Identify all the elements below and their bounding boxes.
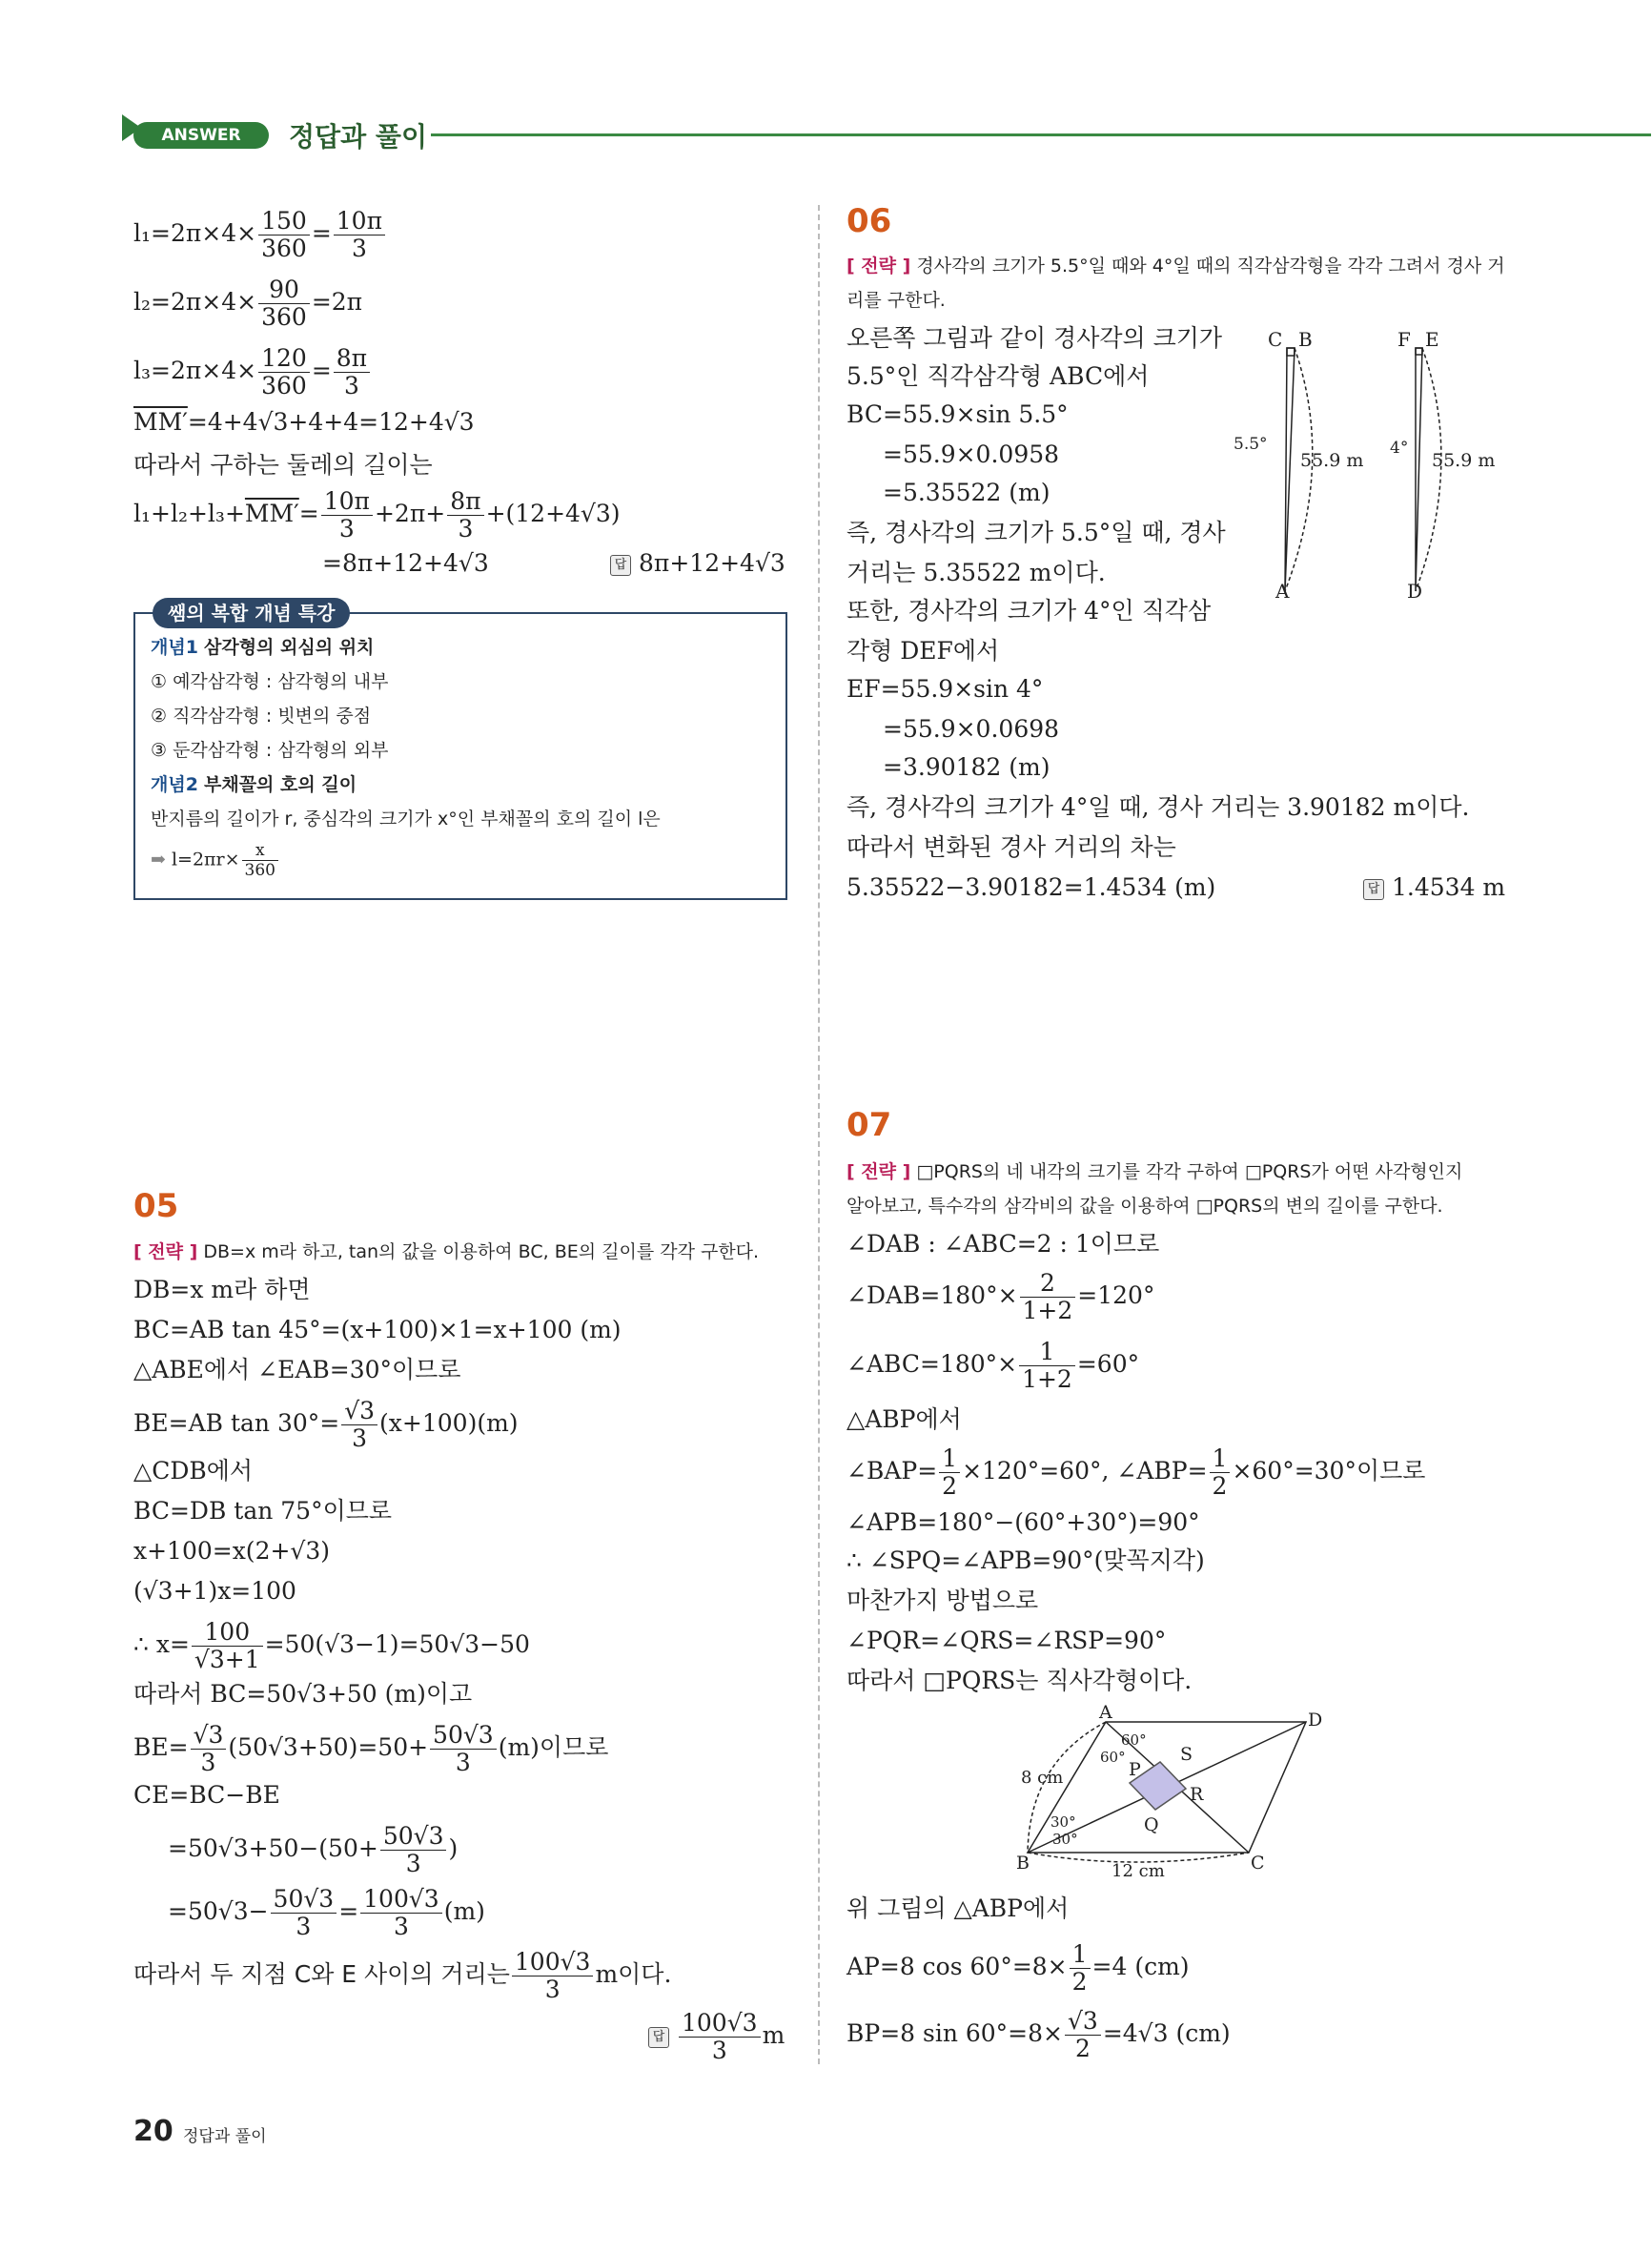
- s06-t5: =5.35522 (m): [883, 479, 1050, 506]
- label-b: B: [1298, 328, 1313, 351]
- s06-t1: 오른쪽 그림과 같이 경사각의 크기가: [846, 324, 1223, 352]
- label-q: Q: [1144, 1814, 1159, 1835]
- s06-t6: 즉, 경사각의 크기가 5.5°일 때, 경사: [846, 519, 1226, 546]
- page-number: 20: [133, 2115, 173, 2148]
- section-07-strategy2: 알아보고, 특수각의 삼각비의 값을 이용하여 □PQRS의 변의 길이를 구한다.: [846, 1196, 1443, 1217]
- section-07-number: 07: [846, 1106, 892, 1144]
- s06-t2: 5.5°인 직각삼각형 ABC에서: [846, 362, 1150, 390]
- angle-label-1: 5.5°: [1234, 435, 1268, 454]
- s05-line3: △ABE에서 ∠EAB=30°이므로: [133, 1356, 461, 1383]
- footer-label: 정답과 풀이: [183, 2127, 267, 2146]
- s05-line7: x+100=x(2+√3): [133, 1537, 331, 1565]
- arrow-right-icon: ➡: [151, 849, 166, 870]
- angle-60-lower: 60°: [1100, 1749, 1126, 1766]
- eq-sum: l₁+l₂+l₃+MM′= $\frac{10\pi}{3}$ +2π+ $\frac{8\pi}{3}$ +(12+4√3): [133, 487, 621, 543]
- s05-line8: (√3+1)x=100: [133, 1577, 296, 1605]
- s05-line6: BC=DB tan 75°이므로: [133, 1497, 393, 1525]
- s07-t3: ∠ABC=180°× $\frac{1}{1+2}$ =60°: [846, 1338, 1140, 1393]
- concept1-item3: ③ 둔각삼각형 : 삼각형의 외부: [151, 740, 389, 761]
- s05-line10: 따라서 BC=50√3+50 (m)이고: [133, 1680, 473, 1708]
- parallelogram-figure: [1010, 1705, 1335, 1886]
- length-label-1: 55.9 m: [1300, 450, 1364, 471]
- answer-icon: [648, 2027, 669, 2048]
- perimeter-text: 따라서 구하는 둘레의 길이는: [133, 451, 433, 479]
- s05-line15: 따라서 두 지점 C와 E 사이의 거리는 $\frac{100√3}{3}$ m이다.: [133, 1948, 672, 2003]
- label-d: D: [1308, 1710, 1323, 1731]
- s06-t15: 5.35522−3.90182=1.4534 (m): [846, 873, 1216, 901]
- s05-line4: BE=AB tan 30°= $\frac{√3}{3}$ (x+100)(m): [133, 1397, 519, 1452]
- s06-t3: BC=55.9×sin 5.5°: [846, 400, 1069, 428]
- eq-l2: l₂=2π×4× $\frac{90}{360}$ =2π: [133, 276, 363, 331]
- s06-t12: =3.90182 (m): [883, 753, 1050, 781]
- section-06-number: 06: [846, 202, 892, 240]
- concept1-item2: ② 직각삼각형 : 빗변의 중점: [151, 706, 372, 727]
- label-p: P: [1129, 1759, 1141, 1780]
- base-label: 12 cm: [1112, 1861, 1165, 1881]
- angle-label-2: 4°: [1390, 439, 1409, 458]
- angle-60-upper: 60°: [1121, 1731, 1147, 1749]
- s06-t4: =55.9×0.0958: [883, 440, 1060, 468]
- concept2-formula: ➡ l=2πr× $\frac{x}{360}$: [151, 841, 280, 880]
- label-c: C: [1251, 1853, 1265, 1874]
- label-s: S: [1180, 1744, 1193, 1765]
- label-d: D: [1407, 580, 1423, 603]
- concept2-text: 반지름의 길이가 r, 중심각의 크기가 x°인 부채꼴의 호의 길이 l은: [151, 809, 661, 830]
- label-e: E: [1425, 328, 1439, 351]
- answer-04: 답 8π+12+4√3: [610, 547, 785, 580]
- s05-line9: ∴ x= $\frac{100}{√3+1}$ =50(√3−1)=50√3−50: [133, 1618, 530, 1673]
- s05-line5: △CDB에서: [133, 1457, 254, 1485]
- header-rule: [431, 133, 1651, 136]
- label-b: B: [1016, 1853, 1030, 1874]
- s05-line11: BE= $\frac{√3}{3}$ (50√3+50)=50+ $\frac{50√3}{3}$ (m)이므로: [133, 1721, 609, 1776]
- right-angle-mark-b: [1287, 348, 1295, 356]
- s07-t10: 따라서 □PQRS는 직사각형이다.: [846, 1667, 1193, 1694]
- triangle-def: [1416, 348, 1422, 591]
- s06-t7: 거리는 5.35522 m이다.: [846, 559, 1106, 586]
- column-divider: [818, 205, 820, 2064]
- s07-t6: ∠APB=180°−(60°+30°)=90°: [846, 1508, 1200, 1536]
- label-c: C: [1268, 328, 1283, 351]
- triangle-abc: [1285, 348, 1295, 591]
- s07-t8: 마찬가지 방법으로: [846, 1587, 1039, 1614]
- eq-sum-line2: =8π+12+4√3: [322, 549, 489, 577]
- label-f: F: [1397, 328, 1411, 351]
- s07-t1: ∠DAB : ∠ABC=2 : 1이므로: [846, 1230, 1160, 1258]
- answer-badge: ANSWER: [133, 122, 269, 149]
- s07-t7: ∴ ∠SPQ=∠APB=90°(맞꼭지각): [846, 1546, 1205, 1574]
- concept-box-title: 쌤의 복합 개념 특강: [153, 598, 350, 628]
- section-06-strategy1: [ 전략 ] 경사각의 크기가 5.5°일 때와 4°일 때의 직각삼각형을 각각 그려서 경사 거: [846, 256, 1505, 277]
- angle-30-lower: 30°: [1052, 1831, 1078, 1848]
- s05-line14: =50√3− $\frac{50√3}{3}$ = $\frac{100√3}{3}$ (m): [168, 1885, 485, 1940]
- right-angle-mark-e: [1416, 348, 1422, 355]
- s07-t9: ∠PQR=∠QRS=∠RSP=90°: [846, 1627, 1167, 1654]
- label-a: A: [1275, 580, 1290, 603]
- s05-line13: =50√3+50−(50+ $\frac{50√3}{3}$ ): [168, 1822, 459, 1877]
- length-label-2: 55.9 m: [1432, 450, 1496, 471]
- s06-t14: 따라서 변화된 경사 거리의 차는: [846, 833, 1176, 861]
- slope-triangles-figure: [1230, 319, 1516, 605]
- concept2-heading: 개념2 부채꼴의 호의 길이: [151, 774, 357, 795]
- s05-line2: BC=AB tan 45°=(x+100)×1=x+100 (m): [133, 1316, 622, 1343]
- answer-icon: [1363, 879, 1384, 900]
- s07-t5: ∠BAP= $\frac{1}{2}$ ×120°=60°, ∠ABP= $\frac{1}{2}$ ×60°=30°이므로: [846, 1444, 1426, 1500]
- label-r: R: [1190, 1784, 1204, 1805]
- s06-t11: =55.9×0.0698: [883, 715, 1060, 743]
- answer-icon: [610, 555, 631, 576]
- concept1-item1: ① 예각삼각형 : 삼각형의 내부: [151, 671, 389, 692]
- label-a: A: [1099, 1705, 1112, 1723]
- section-06-strategy2: 리를 구한다.: [846, 290, 946, 311]
- eq-l3: l₃=2π×4× $\frac{120}{360}$ = $\frac{8\pi}{3}$: [133, 345, 372, 399]
- concept1-heading: 개념1 삼각형의 외심의 위치: [151, 637, 375, 658]
- s07-t4: △ABP에서: [846, 1405, 962, 1433]
- s07-t2: ∠DAB=180°× $\frac{2}{1+2}$ =120°: [846, 1269, 1155, 1324]
- s05-line12: CE=BC−BE: [133, 1781, 280, 1809]
- s07-t11: 위 그림의 △ABP에서: [846, 1895, 1070, 1922]
- eq-l1: l₁=2π×4× $\frac{150}{360}$ = $\frac{10\pi}{3}$: [133, 208, 387, 262]
- section-05-strategy: [ 전략 ] DB=x m라 하고, tan의 값을 이용하여 BC, BE의 길이를 각각 구한다.: [133, 1241, 760, 1262]
- s05-line1: DB=x m라 하면: [133, 1276, 311, 1303]
- s07-t13: BP=8 sin 60°=8× $\frac{√3}{2}$ =4√3 (cm): [846, 2007, 1231, 2062]
- header-title: 정답과 풀이: [289, 121, 427, 153]
- s07-t12: AP=8 cos 60°=8× $\frac{1}{2}$ =4 (cm): [846, 1940, 1190, 1996]
- section-07-strategy1: [ 전략 ] □PQRS의 네 내각의 크기를 각각 구하여 □PQRS가 어떤 사각형인지: [846, 1161, 1463, 1182]
- answer-06: 답 1.4534 m: [1363, 871, 1505, 904]
- angle-30-upper: 30°: [1050, 1813, 1076, 1831]
- s06-t9: 각형 DEF에서: [846, 637, 1000, 665]
- answer-05: 답 $\frac{100√3}{3}$ m: [648, 2010, 785, 2064]
- side-label: 8 cm: [1021, 1768, 1064, 1788]
- section-05-number: 05: [133, 1187, 179, 1225]
- s06-t13: 즉, 경사각의 크기가 4°일 때, 경사 거리는 3.90182 m이다.: [846, 793, 1470, 821]
- eq-mm: MM′=4+4√3+4+4=12+4√3: [133, 408, 475, 436]
- s06-t10: EF=55.9×sin 4°: [846, 675, 1044, 703]
- s06-t8: 또한, 경사각의 크기가 4°인 직각삼: [846, 597, 1212, 625]
